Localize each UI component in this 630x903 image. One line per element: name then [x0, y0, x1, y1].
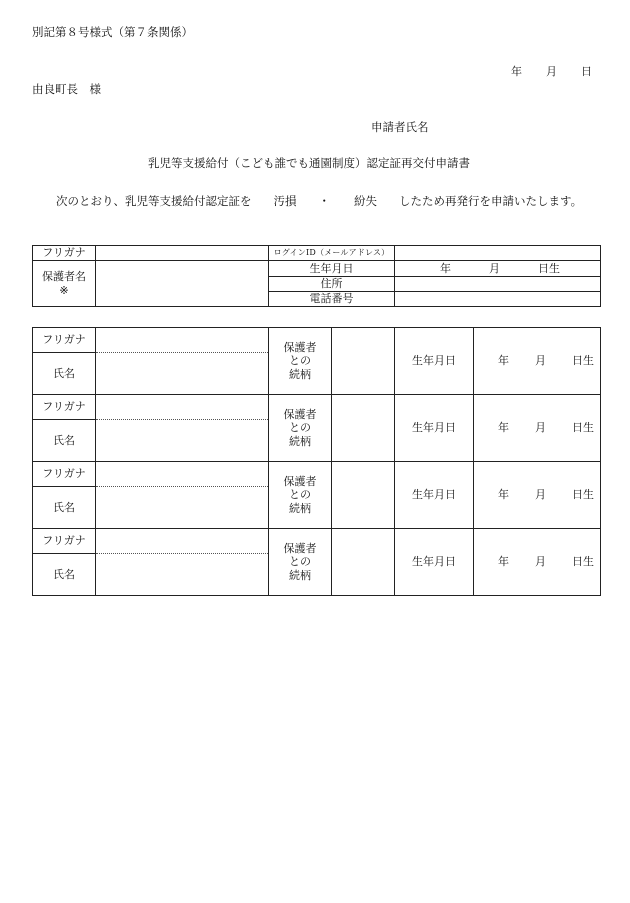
statement-prefix: 次のとおり、乳児等支援給付認定証を: [56, 194, 252, 208]
guardian-table: [32, 245, 601, 307]
option-soiled[interactable]: 汚損: [273, 194, 297, 208]
child-dob-label: 生年月日: [395, 462, 474, 529]
guardian-name-field[interactable]: [96, 261, 269, 307]
child-dob-day: 日生: [572, 555, 594, 569]
child-dob-year: 年: [498, 421, 509, 435]
child-name-label: 氏名: [33, 420, 96, 462]
child-dob-year: 年: [498, 555, 509, 569]
child-relation-field[interactable]: [332, 462, 395, 529]
date-day-label: 日: [581, 65, 592, 78]
child-relation-label: [269, 462, 332, 529]
child-dob-field[interactable]: [474, 395, 601, 462]
child-furigana-label: フリガナ: [33, 529, 96, 554]
child-row-furigana: [33, 328, 601, 353]
child-dob-year: 年: [498, 488, 509, 502]
child-relation-label: [269, 328, 332, 395]
guardian-phone-field[interactable]: [395, 292, 601, 307]
child-row-furigana: [33, 395, 601, 420]
guardian-dob-day: 日生: [538, 261, 560, 275]
date-year-label: 年: [511, 65, 522, 78]
guardian-address-field[interactable]: [395, 277, 601, 292]
relation-line-2: との: [289, 354, 311, 368]
relation-line-3: 続柄: [289, 501, 311, 515]
child-relation-label: [269, 529, 332, 596]
child-dob-month: 月: [535, 354, 546, 368]
child-dob-label: 生年月日: [395, 529, 474, 596]
guardian-address-label: 住所: [269, 277, 395, 292]
guardian-dob-month: 月: [489, 261, 500, 275]
child-dob-month: 月: [535, 488, 546, 502]
child-relation-field[interactable]: [332, 529, 395, 596]
child-name-field[interactable]: [96, 420, 269, 462]
guardian-furigana-label: フリガナ: [33, 246, 96, 261]
date-month-label: 月: [546, 65, 557, 78]
login-id-field[interactable]: [395, 246, 601, 261]
guardian-name-mark: ※: [59, 283, 69, 297]
relation-line-1: 保護者: [283, 408, 317, 422]
login-id-label: ログインID（メールアドレス）: [269, 246, 395, 261]
child-dob-label: 生年月日: [395, 395, 474, 462]
child-dob-day: 日生: [572, 421, 594, 435]
child-furigana-label: フリガナ: [33, 395, 96, 420]
child-dob-year: 年: [498, 354, 509, 368]
relation-line-1: 保護者: [283, 475, 317, 489]
children-table: [32, 327, 601, 596]
guardian-furigana-field[interactable]: [96, 246, 269, 261]
child-name-label: 氏名: [33, 487, 96, 529]
child-name-field[interactable]: [96, 353, 269, 395]
child-dob-field[interactable]: [474, 529, 601, 596]
child-dob-label: 生年月日: [395, 328, 474, 395]
child-furigana-label: フリガナ: [33, 462, 96, 487]
child-relation-field[interactable]: [332, 328, 395, 395]
child-row-furigana: [33, 529, 601, 554]
relation-line-3: 続柄: [289, 367, 311, 381]
child-dob-field[interactable]: [474, 462, 601, 529]
child-dob-month: 月: [535, 555, 546, 569]
statement-suffix: したため再発行を申請いたします。: [399, 194, 583, 208]
relation-line-1: 保護者: [283, 341, 317, 355]
guardian-name-text: 保護者名: [42, 270, 86, 284]
child-furigana-field[interactable]: [96, 328, 269, 353]
relation-line-2: との: [289, 488, 311, 502]
child-furigana-field[interactable]: [96, 395, 269, 420]
addressee: 由良町長 様: [32, 82, 101, 96]
child-name-label: 氏名: [33, 353, 96, 395]
applicant-name-label: 申請者氏名: [371, 120, 429, 134]
form-title: 乳児等支援給付（こども誰でも通園制度）認定証再交付申請書: [148, 156, 470, 170]
child-name-label: 氏名: [33, 554, 96, 596]
form-number: 別記第８号様式（第７条関係）: [32, 25, 193, 39]
option-separator: ・: [318, 194, 330, 208]
request-statement: [56, 193, 582, 209]
guardian-dob-label: 生年月日: [269, 261, 395, 277]
relation-line-3: 続柄: [289, 434, 311, 448]
child-dob-month: 月: [535, 421, 546, 435]
child-furigana-label: フリガナ: [33, 328, 96, 353]
relation-line-3: 続柄: [289, 568, 311, 582]
child-dob-day: 日生: [572, 488, 594, 502]
guardian-phone-label: 電話番号: [269, 292, 395, 307]
relation-line-1: 保護者: [283, 542, 317, 556]
guardian-name-label: [33, 261, 96, 307]
guardian-dob-field[interactable]: [395, 261, 601, 277]
child-relation-label: [269, 395, 332, 462]
child-dob-field[interactable]: [474, 328, 601, 395]
child-row-furigana: [33, 462, 601, 487]
child-name-field[interactable]: [96, 554, 269, 596]
option-lost[interactable]: 紛失: [354, 194, 377, 208]
child-furigana-field[interactable]: [96, 462, 269, 487]
child-furigana-field[interactable]: [96, 529, 269, 554]
relation-line-2: との: [289, 421, 311, 435]
child-name-field[interactable]: [96, 487, 269, 529]
relation-line-2: との: [289, 555, 311, 569]
child-dob-day: 日生: [572, 354, 594, 368]
guardian-dob-year: 年: [440, 261, 451, 275]
child-relation-field[interactable]: [332, 395, 395, 462]
